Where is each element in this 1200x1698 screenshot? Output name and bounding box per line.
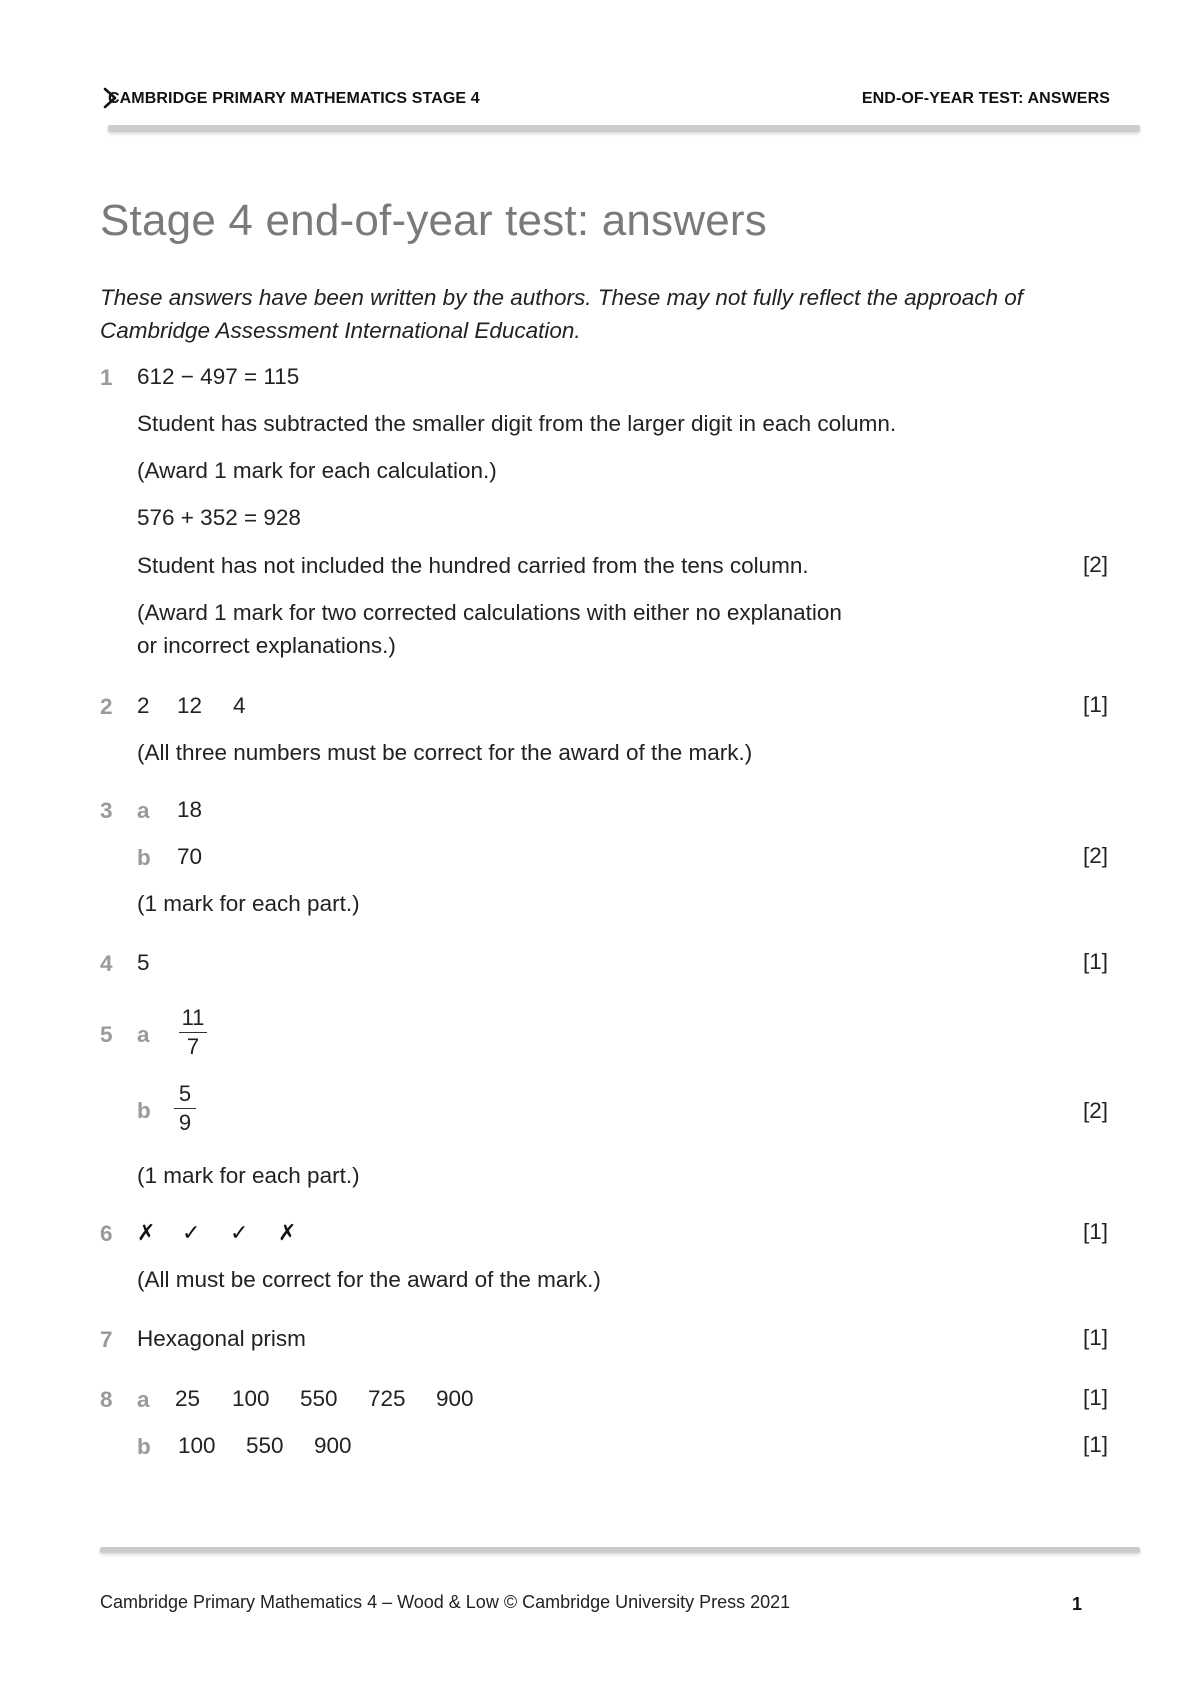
q3-part-a-label: a [137,798,150,823]
q1-award-note-2-line-1: (Award 1 mark for two corrected calculations with either no explanation [137,600,842,625]
question-number: 5 [100,1022,113,1047]
q6-mark: [1] [1082,1219,1108,1244]
question-number: 1 [100,365,113,390]
q2-mark: [1] [1082,692,1108,717]
q7-answer: Hexagonal prism [137,1326,306,1351]
question-number: 2 [100,694,113,719]
q3-mark: [2] [1082,843,1108,868]
q1-award-note-2-line-2: or incorrect explanations.) [137,633,396,658]
fraction-denominator: 9 [178,1110,192,1135]
q8-part-b-answer: 100 [178,1433,216,1458]
fraction-numerator: 5 [174,1080,196,1109]
q3-part-a-answer: 18 [177,797,203,822]
q8-part-a-label: a [137,1387,150,1412]
q8-part-a-answer: 725 [368,1386,406,1411]
check-icon: ✓ [182,1220,201,1245]
q3-note: (1 mark for each part.) [137,891,360,916]
question-number: 6 [100,1221,113,1246]
q1-explanation-2: Student has not included the hundred carried from the tens column. [137,553,809,578]
q2-note: (All three numbers must be correct for the award of the mark.) [137,740,753,765]
header-book-title: CAMBRIDGE PRIMARY MATHEMATICS STAGE 4 [108,90,480,107]
question-number: 8 [100,1387,113,1412]
footer-divider [100,1547,1140,1553]
page-number: 1 [1072,1594,1083,1614]
q7-mark: [1] [1082,1325,1108,1350]
q5-mark: [2] [1082,1098,1108,1123]
q3-part-b-answer: 70 [177,844,203,869]
q8-part-a-mark: [1] [1082,1385,1108,1410]
q8-part-a-answer: 550 [300,1386,338,1411]
q5-part-a-label: a [137,1022,150,1047]
q2-answer: 2 [137,693,150,718]
header-divider [108,125,1140,132]
q5-note: (1 mark for each part.) [137,1163,360,1188]
q4-mark: [1] [1082,949,1108,974]
fraction-numerator: 11 [179,1004,207,1033]
question-number: 4 [100,951,113,976]
q1-mark: [2] [1082,552,1108,577]
q8-part-b-answer: 550 [246,1433,284,1458]
fraction-denominator: 7 [186,1034,200,1059]
q8-part-b-mark: [1] [1082,1432,1108,1457]
cross-icon: ✗ [278,1220,297,1245]
header-section-title: END-OF-YEAR TEST: ANSWERS [861,90,1110,107]
q1-award-note-1: (Award 1 mark for each calculation.) [137,458,497,483]
q8-part-a-answer: 25 [175,1386,201,1411]
question-number: 3 [100,798,113,823]
q2-answer: 12 [177,693,203,718]
q8-part-a-answer: 100 [232,1386,270,1411]
intro-note: These answers have been written by the authors. These may not fully reflect the approach of Cambridge Assessment International Education. [100,285,1024,343]
cross-icon: ✗ [137,1220,156,1245]
q5-part-a-fraction [179,1004,207,1061]
q8-part-b-label: b [137,1434,151,1459]
q5-part-b-label: b [137,1098,151,1123]
check-icon: ✓ [230,1220,249,1245]
q4-answer: 5 [137,950,150,975]
q1-explanation-1: Student has subtracted the smaller digit from the larger digit in each column. [137,411,897,436]
q8-part-b-answer: 900 [314,1433,352,1458]
footer-citation: Cambridge Primary Mathematics 4 – Wood & Low © Cambridge University Press 2021 [100,1592,791,1612]
q1-calculation-2: 576 + 352 = 928 [137,505,301,530]
question-number: 7 [100,1327,113,1352]
q3-part-b-label: b [137,845,151,870]
q5-part-b-fraction [174,1080,196,1137]
page-title: Stage 4 end-of-year test: answers [100,196,767,245]
q6-note: (All must be correct for the award of the mark.) [137,1267,601,1292]
q2-answer: 4 [233,693,246,718]
q8-part-a-answer: 900 [436,1386,474,1411]
q1-calculation-1: 612 − 497 = 115 [137,364,300,389]
